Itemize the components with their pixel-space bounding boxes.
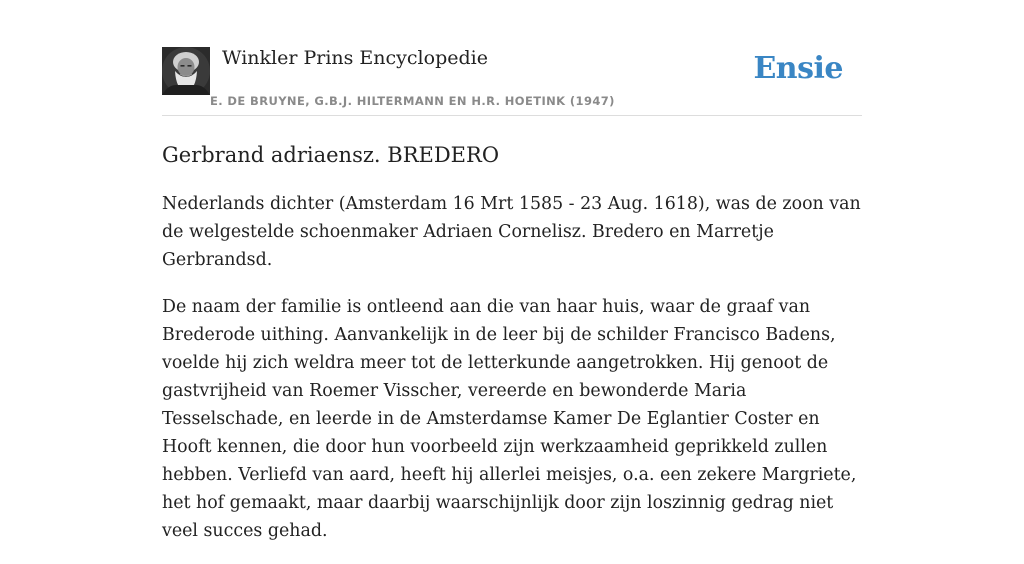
article-paragraph-2: De naam der familie is ontleend aan die van haar huis, waar de graaf van Brederode uithing. Aanvankelijk in de leer bij de schilder Francisco Badens, voelde hij zich weldra meer tot de letterkunde aangetrokken. Hij genoot de gastvrijheid van Roemer Visscher, vereerde en bewonderde Maria Tesselschade, en leerde in de Amsterdamse Kamer De Eglantier Coster en Hooft kennen, die door hun voorbeeld zijn werkzaamheid geprikkeld zullen hebben. Verliefd van aard, heeft hij allerlei meisjes, o.a. een zekere Margriete, het hof gemaakt, maar daarbij waarschijnlijk door zijn loszinnig gedrag niet veel succes gehad. [162,297,857,541]
bearded-man-portrait-icon [162,47,210,95]
avatar [162,47,210,95]
article [162,140,862,564]
article-paragraph-1: Nederlands dichter (Amsterdam 16 Mrt 1585 - 23 Aug. 1618), was de zoon van de welgestelde schoenmaker Adriaen Cornelisz. Bredero en Marretje Gerbrandsd. [162,194,861,270]
brand-logo[interactable]: Ensie [753,51,843,86]
source-title[interactable]: Winkler Prins Encyclopedie [222,47,488,69]
header-divider [162,115,862,116]
article-title: Gerbrand adriaensz. BREDERO [162,143,500,167]
source-authors: E. DE BRUYNE, G.B.J. HILTERMANN EN H.R. HOETINK (1947) [210,94,615,108]
